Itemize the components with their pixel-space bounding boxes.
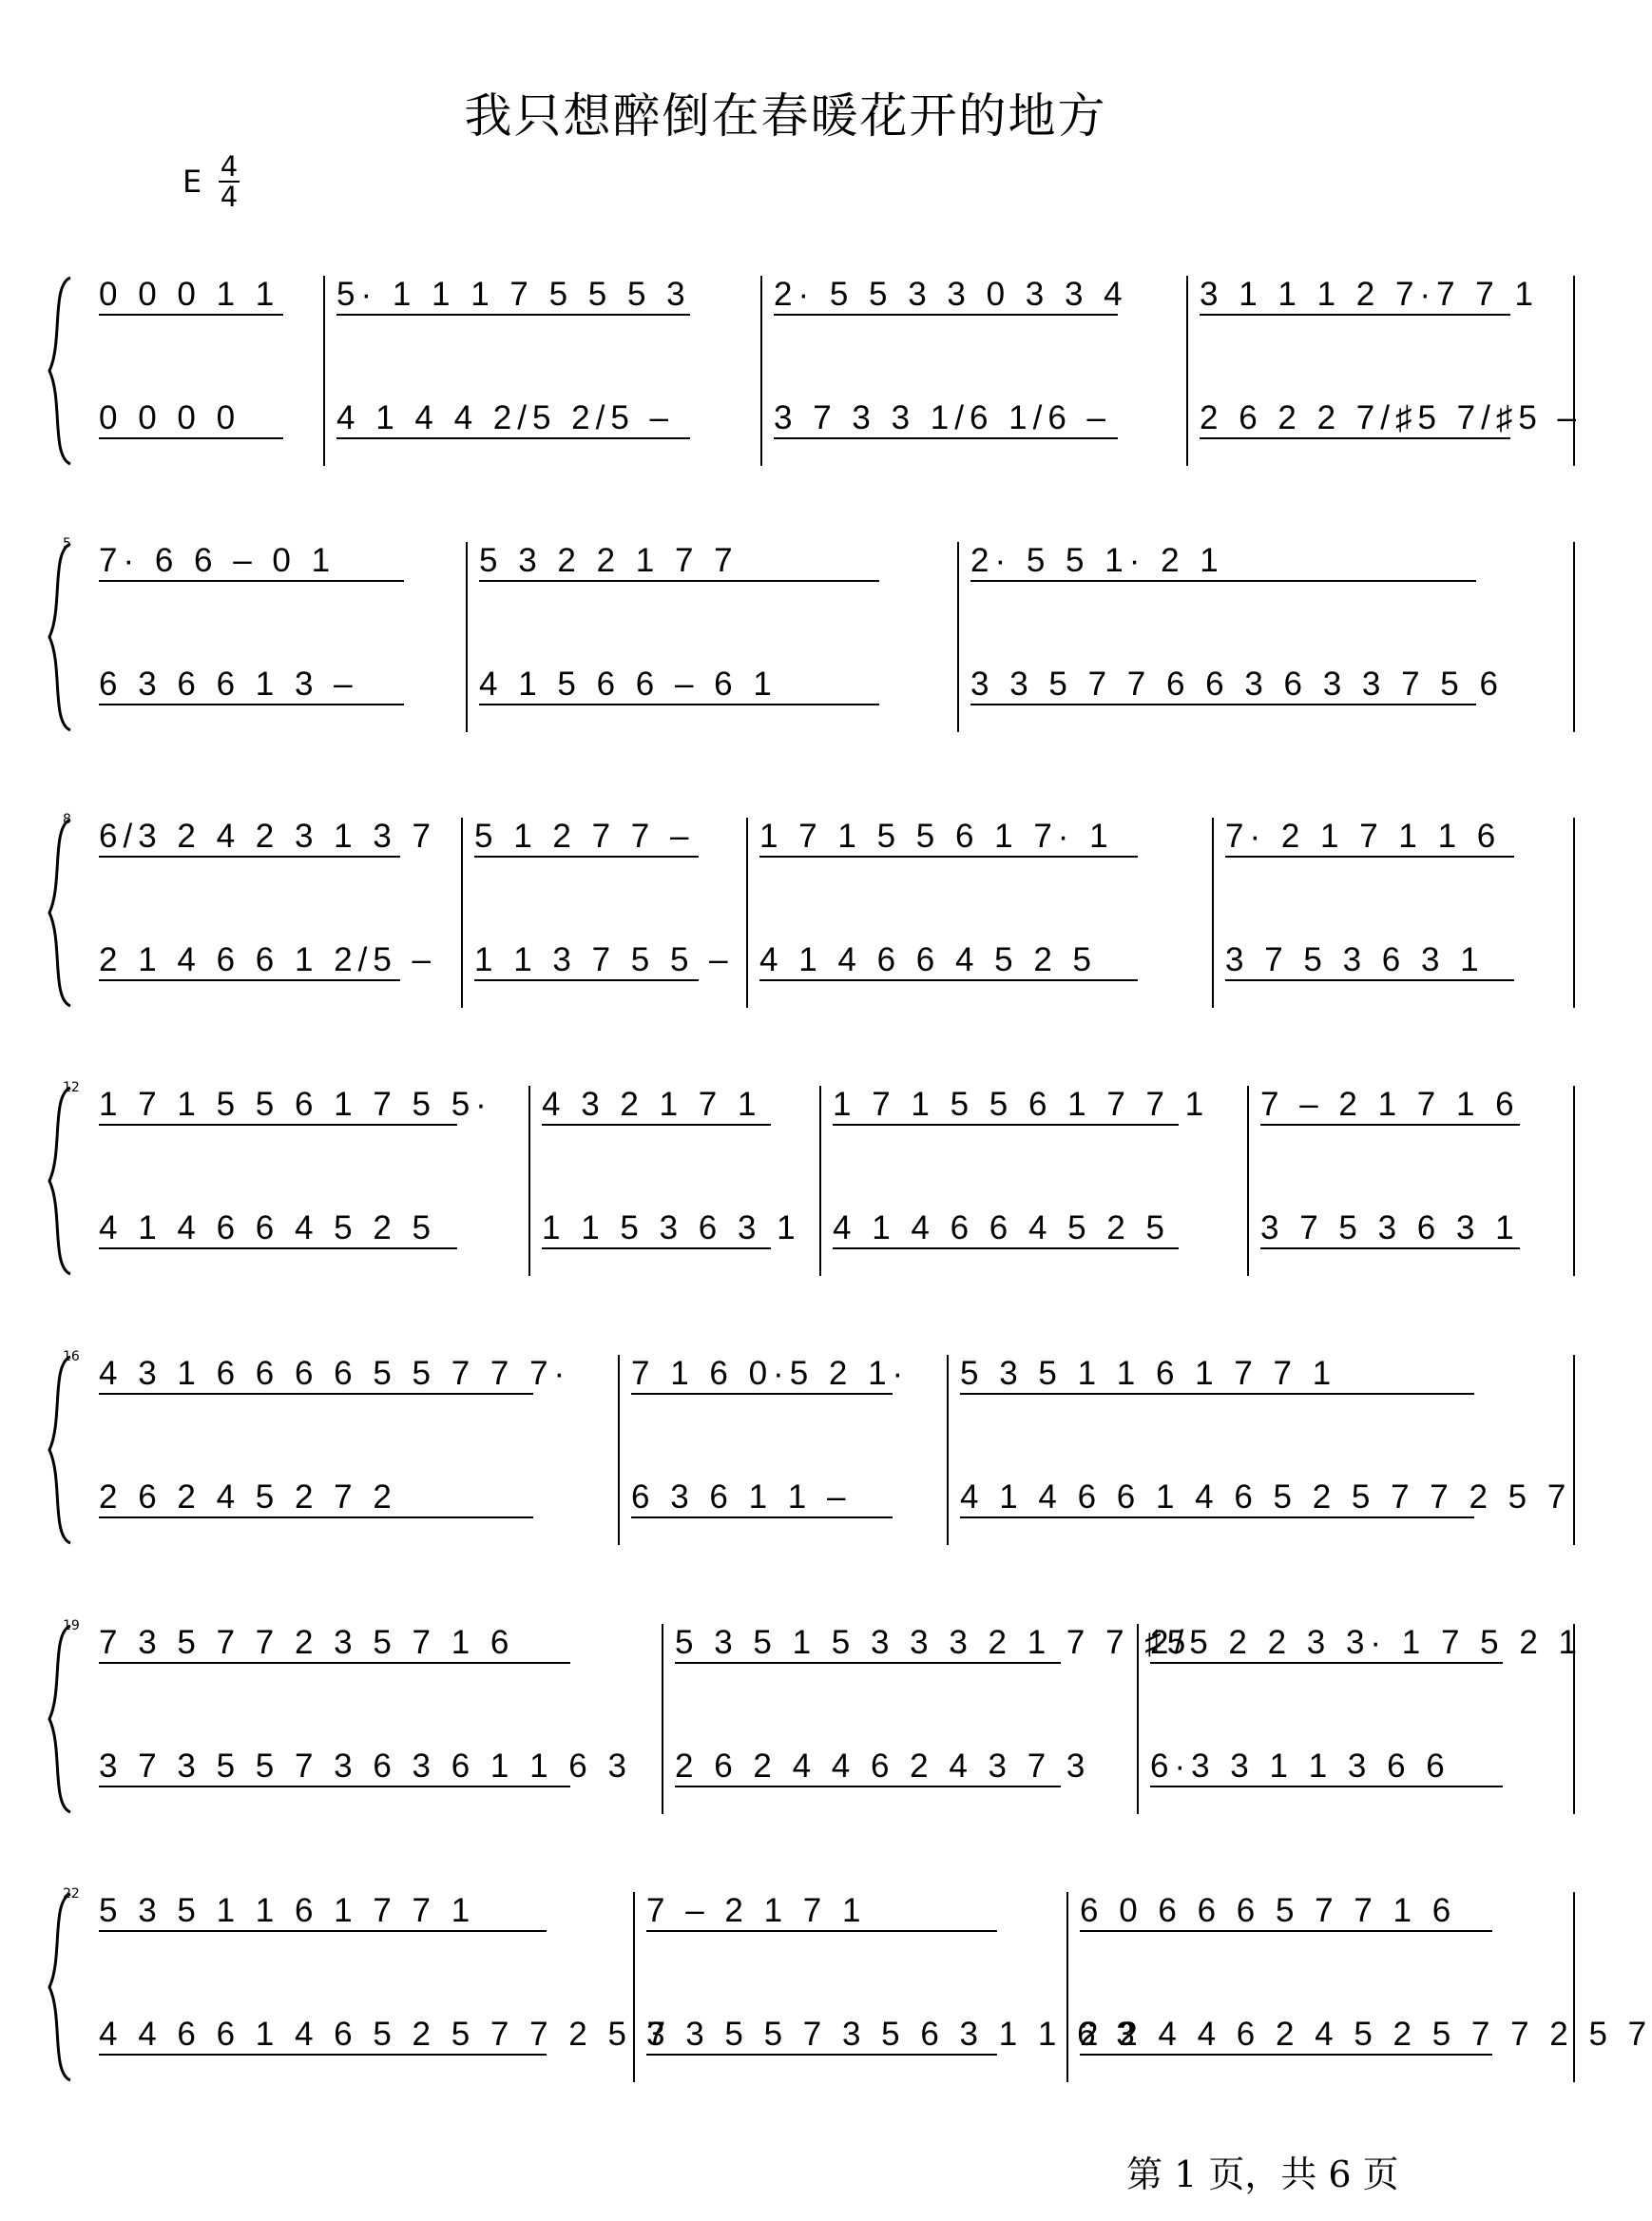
bass-measure: 3 3 5 5 7 3 5 6 3 1 1 6 3 [646, 2016, 1141, 2053]
treble-measure: 2· 5 5 1· 2 1 [970, 542, 1224, 579]
brace [46, 1624, 74, 1814]
beam-underline [1150, 1662, 1503, 1664]
beam-underline [1260, 1247, 1520, 1249]
bass-measure: 2 1 4 6 6 1 2/5 – [99, 941, 436, 978]
treble-measure: 7 1 6 0·5 2 1· [631, 1355, 910, 1392]
beam-underline [99, 1516, 533, 1518]
staff-system [46, 812, 1533, 1036]
beam-underline [99, 856, 400, 858]
beam-underline [833, 1247, 1179, 1249]
bass-measure: 3 7 5 3 6 3 1 [1225, 941, 1485, 978]
bass-measure: 3 7 3 3 1/6 1/6 – [774, 399, 1111, 436]
beam-underline [675, 1662, 1061, 1664]
treble-measure: 2/5 2 2 3 3· 1 7 5 2 1 [1150, 1624, 1584, 1661]
staff-system [46, 1886, 1652, 2111]
brace [46, 1355, 74, 1545]
beam-underline [99, 437, 283, 439]
treble-measure: 7 3 5 7 7 2 3 5 7 1 6 [99, 1624, 515, 1661]
beam-underline [99, 1393, 533, 1395]
beam-underline [646, 1930, 997, 1932]
treble-staff [87, 1345, 1575, 1402]
bass-measure: 4 1 4 6 6 4 5 2 5 [99, 1209, 436, 1246]
treble-measure: 0 0 0 1 1 [99, 276, 280, 313]
treble-measure: 7 – 2 1 7 1 6 [1260, 1086, 1520, 1123]
bass-staff [87, 1469, 1575, 1526]
treble-measure: 4 3 1 6 6 6 6 5 5 7 7 7· [99, 1355, 571, 1392]
treble-staff [87, 1614, 1584, 1671]
bass-measure: 6·3 3 1 1 3 6 6 [1150, 1748, 1450, 1785]
treble-measure: 7 – 2 1 7 1 [646, 1892, 867, 1929]
bass-staff [87, 656, 1575, 713]
beam-underline [99, 2054, 547, 2056]
bass-measure: 6 3 6 1 1 – [631, 1478, 852, 1516]
beam-underline [631, 1393, 893, 1395]
beam-underline [99, 1662, 570, 1664]
treble-measure: 5 3 2 2 1 7 7 [479, 542, 739, 579]
measure-number: 16 [63, 1349, 80, 1364]
treble-measure: 5 3 5 1 5 3 3 3 2 1 7 7 ♯5 [675, 1624, 1192, 1661]
bass-measure: 2 2 4 4 6 2 4 5 2 5 7 7 2 5 7 [1080, 2016, 1652, 2053]
beam-underline [1200, 314, 1510, 316]
treble-staff [87, 1076, 1575, 1133]
treble-measure: 5· 1 1 1 7 5 5 5 3 [336, 276, 691, 313]
time-signature-top: 4 [220, 150, 239, 183]
bass-measure: 4 4 6 6 1 4 6 5 2 5 7 7 2 5 7 [99, 2016, 672, 2053]
page-title: 我只想醉倒在春暖花开的地方 [464, 88, 1107, 144]
treble-measure: 5 3 5 1 1 6 1 7 7 1 [960, 1355, 1337, 1392]
bass-staff [87, 390, 1582, 447]
bass-measure: 3 7 3 5 5 7 3 6 3 6 1 1 6 3 [99, 1748, 632, 1785]
key-name: E [182, 164, 202, 200]
treble-staff [87, 532, 1575, 589]
bass-measure: 1 1 3 7 5 5 – [474, 941, 734, 978]
beam-underline [1080, 2054, 1492, 2056]
staff-system [46, 276, 1582, 494]
beam-underline [631, 1516, 893, 1518]
treble-measure: 6/3 2 4 2 3 1 3 7 [99, 818, 436, 855]
brace [46, 276, 74, 466]
bass-measure: 1 1 5 3 6 3 1 [542, 1209, 801, 1246]
bass-measure: 4 1 5 6 6 – 6 1 [479, 666, 778, 703]
treble-staff [87, 266, 1575, 323]
treble-measure: 7· 6 6 – 0 1 [99, 542, 336, 579]
beam-underline [474, 856, 699, 858]
beam-underline [970, 704, 1476, 705]
treble-measure: 2· 5 5 3 3 0 3 3 4 [774, 276, 1128, 313]
measure-number: 5 [63, 536, 71, 551]
bass-measure: 3 3 5 7 7 6 6 3 6 3 3 7 5 6 [970, 666, 1504, 703]
bass-staff [87, 2006, 1652, 2063]
bass-measure: 2 6 2 4 4 6 2 4 3 7 3 [675, 1748, 1091, 1785]
treble-staff [87, 1883, 1575, 1940]
treble-staff [87, 808, 1575, 865]
beam-underline [675, 1786, 1061, 1787]
beam-underline [1260, 1124, 1520, 1126]
time-signature [217, 152, 241, 211]
measure-number: 8 [63, 812, 71, 827]
staff-system [46, 1080, 1533, 1304]
brace [46, 1086, 74, 1276]
measure-number: 22 [63, 1886, 80, 1902]
beam-underline [479, 704, 879, 705]
bass-measure: 2 6 2 2 7/♯5 7/♯5 – [1200, 399, 1582, 436]
beam-underline [474, 979, 699, 981]
brace [46, 542, 74, 732]
beam-underline [542, 1124, 771, 1126]
beam-underline [99, 1930, 547, 1932]
treble-measure: 1 7 1 5 5 6 1 7 7 1 [833, 1086, 1210, 1123]
treble-measure: 1 7 1 5 5 6 1 7 5 5· [99, 1086, 492, 1123]
beam-underline [646, 2054, 997, 2056]
bass-measure: 0 0 0 0 [99, 399, 241, 436]
brace [46, 818, 74, 1008]
staff-system [46, 1349, 1572, 1574]
bass-measure: 3 7 5 3 6 3 1 [1260, 1209, 1520, 1246]
beam-underline [1200, 437, 1510, 439]
beam-underline [759, 856, 1138, 858]
treble-measure: 4 3 2 1 7 1 [542, 1086, 762, 1123]
measure-number: 12 [63, 1080, 80, 1095]
beam-underline [1225, 856, 1514, 858]
beam-underline [99, 1786, 570, 1787]
bass-measure: 4 1 4 6 6 4 5 2 5 [759, 941, 1097, 978]
treble-measure: 1 7 1 5 5 6 1 7· 1 [759, 818, 1114, 855]
beam-underline [99, 314, 283, 316]
bass-measure: 6 3 6 6 1 3 – [99, 666, 358, 703]
brace [46, 1892, 74, 2082]
bass-staff [87, 1200, 1575, 1257]
beam-underline [1225, 979, 1514, 981]
bass-staff [87, 932, 1575, 989]
treble-measure: 3 1 1 1 2 7·7 7 1 [1200, 276, 1539, 313]
beam-underline [479, 580, 879, 582]
treble-measure: 5 1 2 7 7 – [474, 818, 695, 855]
beam-underline [960, 1393, 1474, 1395]
beam-underline [336, 437, 690, 439]
beam-underline [1080, 1930, 1492, 1932]
bass-measure: 2 6 2 4 5 2 7 2 [99, 1478, 397, 1516]
beam-underline [99, 979, 400, 981]
staff-system [46, 536, 1533, 761]
beam-underline [1150, 1786, 1503, 1787]
bass-measure: 4 1 4 4 2/5 2/5 – [336, 399, 674, 436]
beam-underline [774, 314, 1118, 316]
time-signature-bottom: 4 [220, 181, 239, 213]
beam-underline [542, 1247, 771, 1249]
page-footer: 第 1 页，共 6 页 [1126, 2153, 1399, 2195]
beam-underline [99, 580, 404, 582]
beam-underline [99, 1124, 457, 1126]
measure-number: 19 [63, 1618, 80, 1633]
treble-measure: 7· 2 1 7 1 1 6 [1225, 818, 1502, 855]
beam-underline [774, 437, 1118, 439]
beam-underline [336, 314, 690, 316]
bass-measure: 4 1 4 6 6 4 5 2 5 [833, 1209, 1170, 1246]
beam-underline [833, 1124, 1179, 1126]
beam-underline [99, 1247, 457, 1249]
treble-measure: 5 3 5 1 1 6 1 7 7 1 [99, 1892, 476, 1929]
beam-underline [99, 704, 404, 705]
beam-underline [759, 979, 1138, 981]
beam-underline [960, 1516, 1474, 1518]
beam-underline [970, 580, 1476, 582]
bass-measure: 4 1 4 6 6 1 4 6 5 2 5 7 7 2 5 7 [960, 1478, 1572, 1516]
treble-measure: 6 0 6 6 6 5 7 7 1 6 [1080, 1892, 1457, 1929]
bass-staff [87, 1738, 1575, 1795]
staff-system [46, 1618, 1584, 1843]
